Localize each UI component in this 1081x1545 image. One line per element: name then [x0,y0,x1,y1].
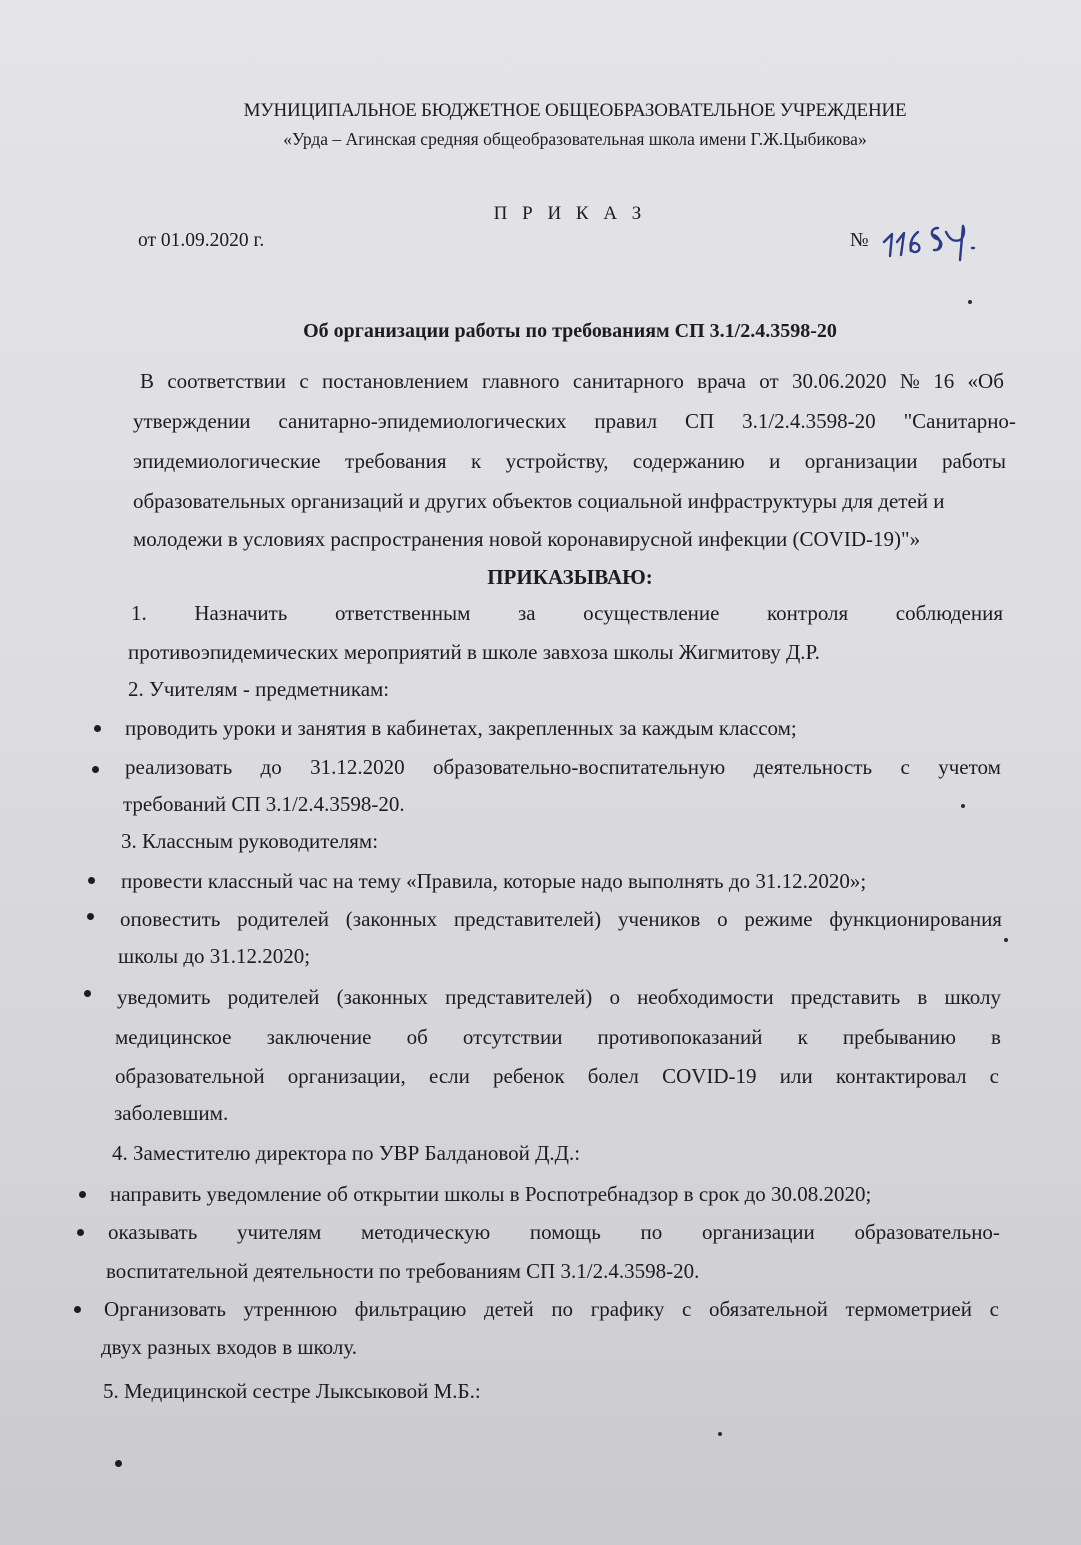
word: уведомить [117,985,211,1009]
paper-speck [968,300,972,304]
bullet-marker [92,766,99,773]
word: термометрией [845,1297,972,1321]
word: обязательной [708,1297,828,1321]
word: (законных [336,985,428,1009]
word: с [299,369,309,393]
word: родителей [237,907,330,931]
word: организации, [287,1064,406,1088]
word: противопоказаний [597,1025,763,1049]
word: необходимости [637,985,774,1009]
word: устройству, [505,449,609,473]
word: представить [790,985,901,1009]
item3-bullet-3-line-2 [115,1025,1001,1050]
item3-bullet-3-line-1 [117,985,1001,1010]
word: постановлением [322,369,469,393]
word: по [640,1220,663,1244]
word: о [717,907,728,931]
preamble-line-2 [133,409,1016,434]
preamble-line-1 [140,369,1004,394]
word: санитарно-эпидемиологических [278,409,567,433]
word: 3.1/2.4.3598-20 [742,409,876,433]
word: СП [685,409,715,433]
item2-heading: 2. Учителям - предметникам: [128,677,390,701]
word: санитарного [572,369,684,393]
order-heading: ПРИКАЗЫВАЮ: [487,565,653,589]
word: школу [944,985,1001,1009]
word: представителей) [453,907,602,931]
word: родителей [227,985,320,1009]
word: утверждении [133,409,251,433]
bullet-marker [74,1306,81,1313]
word: образовательно- [854,1220,1000,1244]
word: режиме [744,907,813,931]
item2-bullet-2-line-1 [125,755,1001,780]
item2-bullet-1: проводить уроки и занятия в кабинетах, закрепленных за каждым классом; [125,716,797,740]
document-type: П Р И К А З [493,203,647,224]
word: по [551,1297,574,1321]
word: пребыванию [842,1025,956,1049]
word: эпидемиологические [133,449,321,473]
item3-bullet-2-line-2: школы до 31.12.2020; [118,944,311,968]
word: В [140,369,155,393]
handwritten-order-number [880,218,1000,268]
word: № [899,369,920,393]
word: до [260,755,282,779]
word: врача [697,369,746,393]
word: и [769,449,781,473]
word: содержанию [632,449,745,473]
word: к [471,449,482,473]
item3-heading: 3. Классным руководителям: [121,829,379,853]
item1-line-1 [131,601,1003,626]
word: осуществление [583,601,720,625]
bullet-marker [84,990,91,997]
word: от [759,369,779,393]
word: с [900,755,910,779]
word: утреннюю [243,1297,338,1321]
item4-bullet-2-line-2: воспитательной деятельности по требованиям СП 3.1/2.4.3598-20. [106,1259,700,1283]
word: организации [804,449,918,473]
word: главного [481,369,560,393]
word: COVID-19 [662,1064,757,1088]
item4-bullet-2-line-1 [108,1220,1000,1245]
item3-bullet-3-line-3 [115,1064,999,1089]
word: контактировал [835,1064,967,1088]
order-date: от 01.09.2020 г. [138,230,265,251]
word: за [517,601,536,625]
preamble-line-4: образовательных организаций и других объектов социальной инфраструктуры для детей и [133,489,945,513]
word: реализовать [125,755,233,779]
preamble-line-5: молодежи в условиях распространения новой коронавирусной инфекции (COVID-19)"» [133,527,921,551]
paper-speck [1004,938,1008,942]
word: правил [594,409,658,433]
word: учителям [237,1220,322,1244]
preamble-line-3 [133,449,1006,474]
word: функционирования [829,907,1002,931]
paper-speck [961,804,965,808]
item3-bullet-1: провести классный час на тему «Правила, которые надо выполнять до 31.12.2020»; [121,869,867,893]
word: медицинское [115,1025,232,1049]
bullet-marker [88,877,95,884]
item1-line-2: противоэпидемических мероприятий в школе завхоза школы Жигмитову Д.Р. [128,640,820,664]
item5-heading: 5. Медицинской сестре Лыксыковой М.Б.: [103,1379,481,1403]
bullet-marker [79,1191,86,1198]
word: 30.06.2020 [792,369,887,393]
item4-heading: 4. Заместителю директора по УВР Балдановой Д.Д.: [112,1141,581,1165]
word: работы [941,449,1006,473]
word: в [917,985,928,1009]
word: "Санитарно- [903,409,1016,433]
word: 31.12.2020 [310,755,405,779]
word: болел [587,1064,639,1088]
word: образовательно-воспитательную [433,755,726,779]
word: Организовать [104,1297,226,1321]
item3-bullet-3-line-4: заболевшим. [114,1101,229,1125]
word: с [989,1297,999,1321]
word: графику [590,1297,665,1321]
word: или [779,1064,813,1088]
word: заключение [266,1025,372,1049]
word: оповестить [120,907,221,931]
word: учетом [938,755,1001,779]
word: помощь [529,1220,601,1244]
bullet-marker [87,913,94,920]
item2-bullet-2-line-2: требований СП 3.1/2.4.3598-20. [123,792,405,816]
word: к [797,1025,808,1049]
word: «Об [967,369,1004,393]
org-name-line2: «Урда – Агинская средняя общеобразовательная школа имени Г.Ж.Цыбикова» [283,129,867,149]
word: в [991,1025,1001,1049]
word: методическую [361,1220,491,1244]
word: соответствии [167,369,287,393]
word: отсутствии [462,1025,563,1049]
item3-bullet-2-line-1 [120,907,1002,932]
word: ребенок [493,1064,565,1088]
word: контроля [767,601,849,625]
word: учеников [617,907,701,931]
word: если [428,1064,470,1088]
word: фильтрацию [354,1297,467,1321]
word: деятельность [753,755,873,779]
word: детей [483,1297,534,1321]
word: ответственным [334,601,471,625]
bullet-marker [115,1460,122,1467]
item4-bullet-3-line-1 [104,1297,999,1322]
item4-bullet-1: направить уведомление об открытии школы в Роспотребнадзор в срок до 30.08.2020; [110,1182,872,1206]
order-number-label: № [850,230,869,251]
word: образовательной [115,1064,265,1088]
org-name-line1: МУНИЦИПАЛЬНОЕ БЮДЖЕТНОЕ ОБЩЕОБРАЗОВАТЕЛЬНОЕ УЧРЕЖДЕНИЕ [243,100,907,121]
paper-speck [718,1432,722,1436]
item4-bullet-3-line-2: двух разных входов в школу. [101,1335,358,1359]
word: оказывать [108,1220,198,1244]
bullet-marker [94,725,101,732]
word: организации [702,1220,815,1244]
word: о [609,985,620,1009]
word: 16 [933,369,955,393]
bullet-marker [77,1229,84,1236]
word: Назначить [194,601,288,625]
word: требования [345,449,447,473]
word: (законных [345,907,438,931]
word: об [406,1025,428,1049]
word: 1. [131,601,147,625]
word: соблюдения [895,601,1003,625]
word: представителей) [445,985,593,1009]
word: с [682,1297,692,1321]
document-title: Об организации работы по требованиям СП 3.1/2.4.3598-20 [303,320,837,342]
word: с [989,1064,999,1088]
